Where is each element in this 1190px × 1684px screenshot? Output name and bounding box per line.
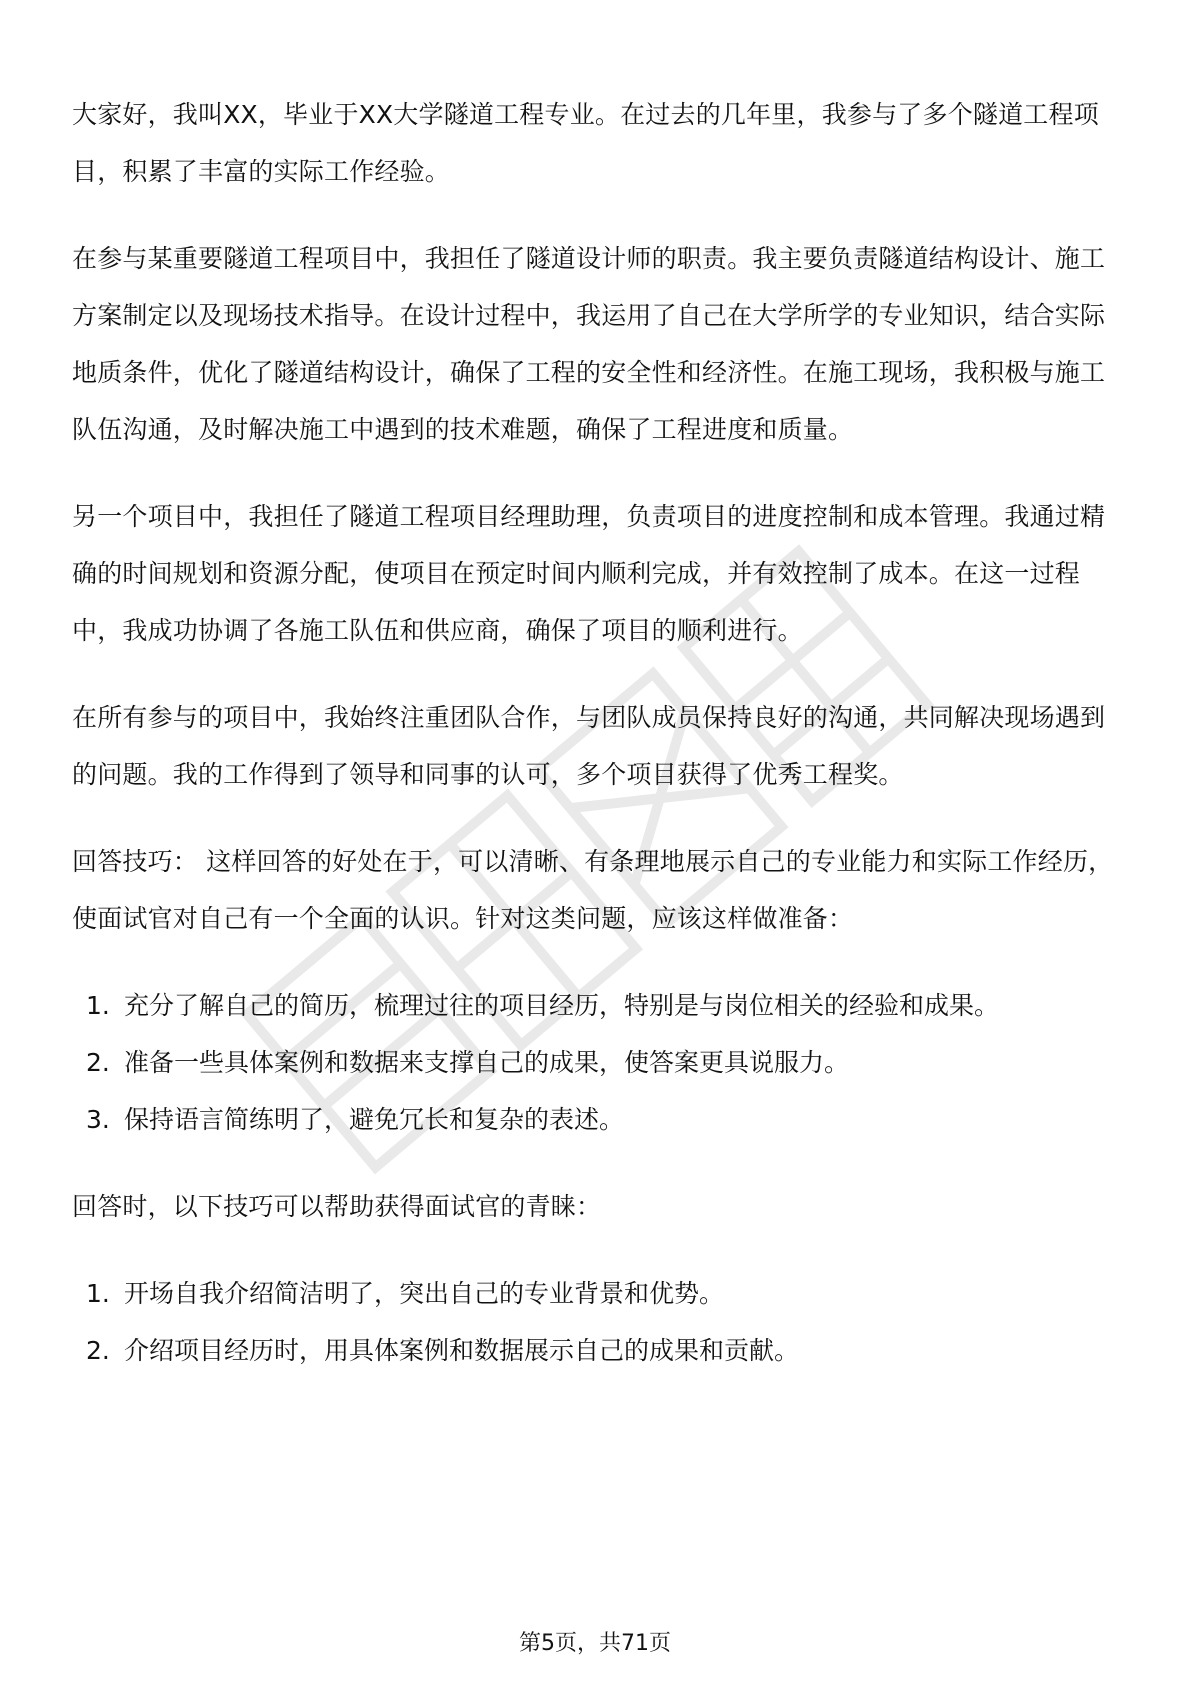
list-item-number: 1. <box>86 1279 110 1308</box>
tips-list <box>72 1265 1128 1379</box>
list-item <box>72 1265 1128 1322</box>
list-item-number: 1. <box>86 991 110 1020</box>
list-item-number: 2. <box>86 1048 110 1077</box>
list-item-number: 2. <box>86 1336 110 1365</box>
main-content <box>72 86 1128 1409</box>
page-footer: 第5页，共71页 <box>519 1631 671 1656</box>
list-item <box>72 1322 1128 1379</box>
list-item-text: 介绍项目经历时，用具体案例和数据展示自己的成果和贡献。 <box>124 1336 800 1365</box>
paragraph-project-designer: 在参与某重要隧道工程项目中，我担任了隧道设计师的职责。我主要负责隧道结构设计、施工方案制定以及现场技术指导。在设计过程中，我运用了自己在大学所学的专业知识，结合实际地质条件，优化了隧道结构设计，确保了工程的安全性和经济性。在施工现场，我积极与施工队伍沟通，及时解决施工中遇到的技术难题，确保了工程进度和质量。 <box>72 244 1106 444</box>
list-item <box>72 977 1128 1034</box>
paragraph-tips-intro: 回答时，以下技巧可以帮助获得面试官的青睐： <box>72 1192 602 1221</box>
list-item <box>72 1034 1128 1091</box>
list-item-number: 3. <box>86 1105 110 1134</box>
paragraph-intro: 大家好，我叫XX，毕业于XX大学隧道工程专业。在过去的几年里，我参与了多个隧道工程项目，积累了丰富的实际工作经验。 <box>72 100 1099 186</box>
list-item-text: 开场自我介绍简洁明了，突出自己的专业背景和优势。 <box>124 1279 725 1308</box>
paragraph-teamwork: 在所有参与的项目中，我始终注重团队合作，与团队成员保持良好的沟通，共同解决现场遇到的问题。我的工作得到了领导和同事的认可，多个项目获得了优秀工程奖。 <box>72 703 1106 789</box>
preparation-list <box>72 977 1128 1148</box>
paragraph-answer-tips: 回答技巧： 这样回答的好处在于，可以清晰、有条理地展示自己的专业能力和实际工作经历，使面试官对自己有一个全面的认识。针对这类问题，应该这样做准备： <box>72 847 1114 933</box>
list-item-text: 保持语言简练明了，避免冗长和复杂的表述。 <box>124 1105 625 1134</box>
paragraph-project-manager: 另一个项目中，我担任了隧道工程项目经理助理，负责项目的进度控制和成本管理。我通过精确的时间规划和资源分配，使项目在预定时间内顺利完成，并有效控制了成本。在这一过程中，我成功协调了各施工队伍和供应商，确保了项目的顺利进行。 <box>72 502 1106 645</box>
list-item-text: 充分了解自己的简历，梳理过往的项目经历，特别是与岗位相关的经验和成果。 <box>124 991 1000 1020</box>
list-item <box>72 1091 1128 1148</box>
list-item-text: 准备一些具体案例和数据来支撑自己的成果，使答案更具说服力。 <box>124 1048 850 1077</box>
